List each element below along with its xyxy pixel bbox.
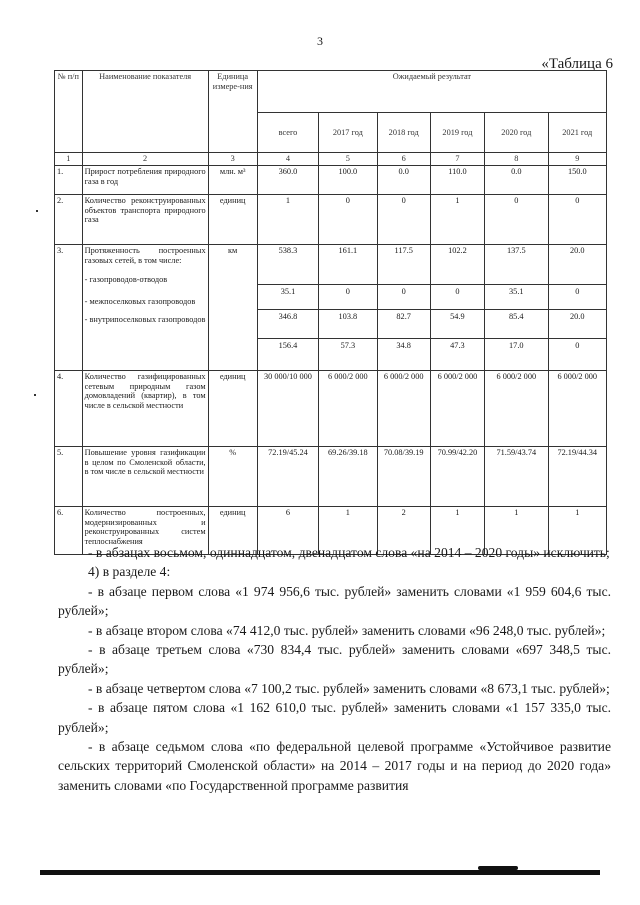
header-year: 2020 год	[485, 113, 548, 153]
row-value: 0.0	[377, 165, 430, 194]
row-value: 110.0	[430, 165, 484, 194]
row-value: 1	[548, 506, 606, 554]
sub-row-name: - межпоселковых газопроводов	[84, 297, 196, 307]
sub-row-name: - внутрипоселковых газопроводов	[84, 314, 206, 324]
index-cell: 8	[485, 153, 548, 166]
header-year: 2021 год	[548, 113, 606, 153]
row-value: 1	[257, 194, 318, 244]
row-value: 0	[319, 194, 377, 244]
header-year: 2019 год	[430, 113, 484, 153]
sub-row-value: 35.1	[258, 284, 318, 309]
row-unit: единиц	[208, 506, 257, 554]
sub-row-value: 0	[549, 338, 606, 351]
paragraph: - в абзаце первом слова «1 974 956,6 тыс. рублей» заменить словами «1 959 604,6 тыс. рублей»;	[58, 583, 611, 619]
sub-row-value: 47.3	[431, 338, 484, 351]
sub-row-value: 346.8	[258, 309, 318, 338]
row-value: 538.3	[278, 245, 298, 255]
row-value: 0	[548, 194, 606, 244]
row-unit: км	[208, 244, 257, 370]
table-row	[55, 370, 607, 446]
index-cell: 2	[82, 153, 208, 166]
row-value: 117.5	[394, 245, 413, 255]
sub-row-value: 54.9	[431, 309, 484, 338]
scan-bottom-edge	[40, 870, 600, 875]
index-cell: 4	[257, 153, 318, 166]
row-value: 6	[257, 506, 318, 554]
table-row	[55, 244, 607, 370]
amendment-text	[58, 543, 611, 795]
sub-row-value: 17.0	[485, 338, 547, 351]
row-value: 2	[377, 506, 430, 554]
header-year: 2018 год	[377, 113, 430, 153]
scan-bottom-smudge	[478, 866, 518, 870]
row-num: 6.	[55, 506, 83, 554]
row-value: 1	[430, 194, 484, 244]
header-total: всего	[257, 113, 318, 153]
row-num: 3.	[55, 244, 83, 370]
scan-speck	[36, 210, 38, 212]
row-unit: единиц	[208, 370, 257, 446]
paragraph: - в абзаце пятом слова «1 162 610,0 тыс. рублей» заменить словами «1 157 335,0 тыс. рублей»;	[58, 700, 611, 735]
index-cell: 7	[430, 153, 484, 166]
index-cell: 9	[548, 153, 606, 166]
row-value: 6 000/2 000	[548, 370, 606, 446]
row-value: 6 000/2 000	[319, 370, 377, 446]
index-cell: 1	[55, 153, 83, 166]
row-unit: млн. м³	[208, 165, 257, 194]
row-value: 69.26/39.18	[319, 446, 377, 506]
sub-row-value: 35.1	[485, 284, 547, 309]
paragraph: - в абзаце седьмом слова «по федеральной целевой программе «Устойчивое развитие сельских территорий Смоленской области» на 2014 – 2017 годы и на период до 2020 года» заменить словами «по Государственной программе развития	[58, 739, 611, 793]
table-row	[55, 165, 607, 194]
index-cell: 3	[208, 153, 257, 166]
index-cell: 5	[319, 153, 377, 166]
row-value: 20.0	[570, 245, 585, 255]
table-row	[55, 446, 607, 506]
row-num: 2.	[55, 194, 83, 244]
row-value: 70.08/39.19	[377, 446, 430, 506]
sub-row-name: - газопроводов-отводов	[84, 275, 168, 285]
index-cell: 6	[377, 153, 430, 166]
row-value: 72.19/44.34	[548, 446, 606, 506]
row-value: 6 000/2 000	[430, 370, 484, 446]
row-value: 1	[430, 506, 484, 554]
paragraph: - в абзаце четвертом слова «7 100,2 тыс. рублей» заменить словами «8 673,1 тыс. рублей»;	[88, 680, 610, 696]
scan-speck	[34, 394, 36, 396]
paragraph: - в абзаце втором слова «74 412,0 тыс. рублей» заменить словами «96 248,0 тыс. рублей»;	[88, 622, 606, 638]
row-num: 1.	[55, 165, 83, 194]
row-value: 1	[319, 506, 377, 554]
sub-row-value: 34.8	[378, 338, 430, 351]
header-unit: Единица измере-ния	[208, 71, 257, 153]
header-year: 2017 год	[319, 113, 377, 153]
row-name: Протяженность построенных газовых сетей, в том числе:	[84, 245, 206, 265]
header-name: Наименование показателя	[82, 71, 208, 153]
row-name: Повышение уровня газификации в целом по Смоленской области, в том числе в сельской местности	[82, 446, 208, 506]
paragraph: 4) в разделе 4:	[88, 564, 171, 580]
row-value: 6 000/2 000	[377, 370, 430, 446]
row-value: 72.19/45.24	[257, 446, 318, 506]
header-expected: Ожидаемый результат	[257, 71, 606, 113]
sub-row-value: 156.4	[258, 338, 318, 351]
row-unit: единиц	[208, 194, 257, 244]
row-name: Количество реконструированных объектов транспорта природного газа	[82, 194, 208, 244]
row-value: 0	[377, 194, 430, 244]
row-value: 0.0	[485, 165, 548, 194]
header-num: № п/п	[55, 71, 83, 153]
row-name: Количество построенных, модернизированных и реконструированных систем теплоснабжения	[82, 506, 208, 554]
page-number: 3	[317, 34, 323, 48]
row-name: Количество газифицированных сетевым природным газом домовладений (квартир), в том числе в сельской местности	[82, 370, 208, 446]
row-value: 30 000/10 000	[257, 370, 318, 446]
table-row	[55, 194, 607, 244]
row-unit: %	[208, 446, 257, 506]
sub-row-value: 85.4	[485, 309, 547, 338]
row-value: 137.5	[506, 245, 526, 255]
row-num: 5.	[55, 446, 83, 506]
row-value: 0	[485, 194, 548, 244]
row-value: 1	[485, 506, 548, 554]
sub-row-value: 57.3	[319, 338, 376, 351]
sub-row-value: 103.8	[319, 309, 376, 338]
sub-row-value: 0	[319, 284, 376, 309]
results-table	[54, 70, 607, 555]
row-num: 4.	[55, 370, 83, 446]
paragraph: - в абзацах восьмом, одиннадцатом, двенадцатом слова «на 2014 – 2020 годы» исключить;	[88, 545, 610, 560]
table-caption: «Таблица 6	[541, 56, 613, 72]
paragraph: - в абзаце третьем слова «730 834,4 тыс. рублей» заменить словами «697 348,5 тыс. рублей»;	[58, 642, 611, 677]
row-value: 100.0	[319, 165, 377, 194]
row-value: 150.0	[548, 165, 606, 194]
row-value: 71.59/43.74	[485, 446, 548, 506]
row-value: 6 000/2 000	[485, 370, 548, 446]
row-value: 360.0	[257, 165, 318, 194]
sub-row-value: 0	[378, 284, 430, 309]
row-value: 70.99/42.20	[430, 446, 484, 506]
sub-row-value: 0	[549, 284, 606, 309]
sub-row-value: 20.0	[549, 309, 606, 338]
sub-row-value: 0	[431, 284, 484, 309]
row-value: 161.1	[338, 245, 358, 255]
row-value: 102.2	[448, 245, 467, 255]
row-name: Прирост потребления природного газа в год	[82, 165, 208, 194]
sub-row-value: 82.7	[378, 309, 430, 338]
